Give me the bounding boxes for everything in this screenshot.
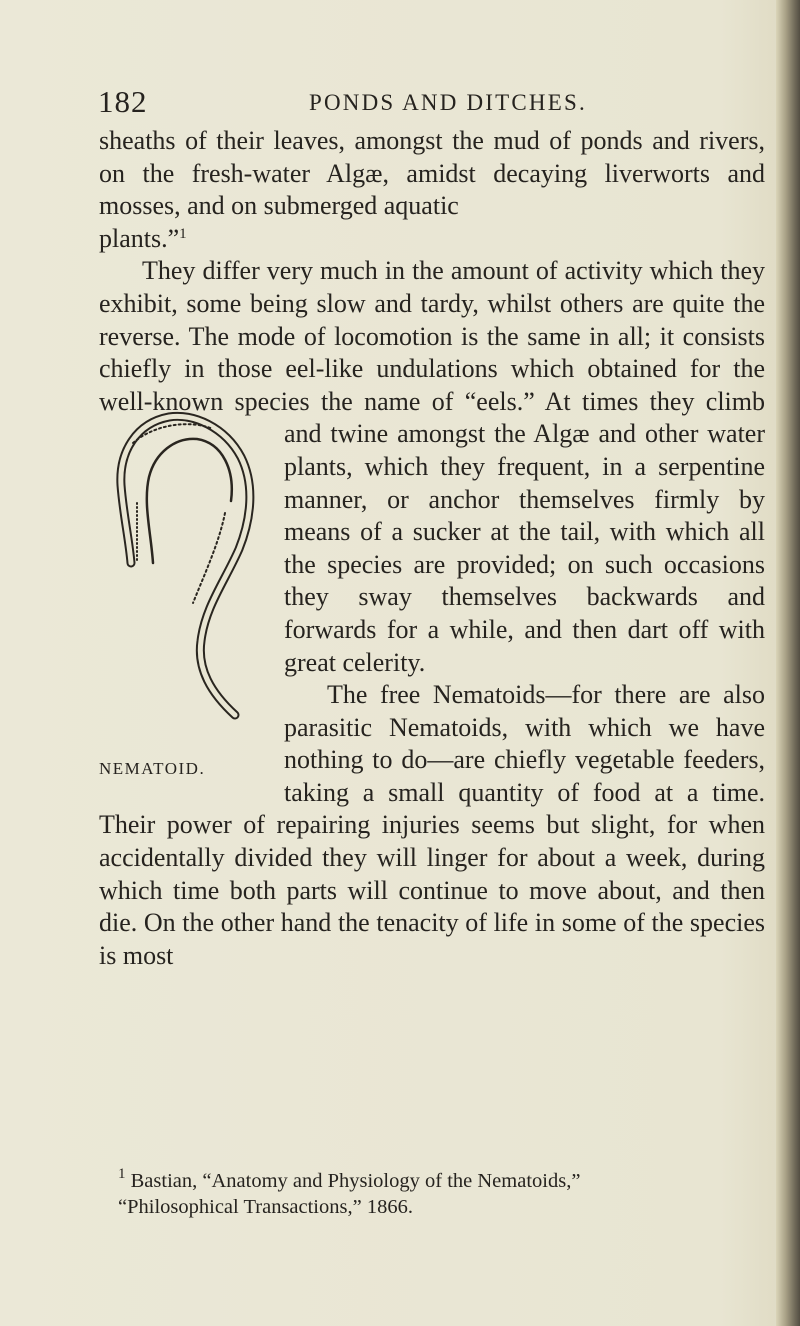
- paragraph-1-line-2: and rivers, on the fresh-water Algæ, amidst decaying: [99, 126, 765, 188]
- footnote-marker: 1: [179, 225, 187, 242]
- paragraph-1-line-3: liverworts and mosses, and on submerged aquatic: [99, 158, 766, 221]
- footnote-citation-2: “Philosophical Transactions,” 1866.: [118, 1196, 413, 1218]
- page-header: [0, 84, 800, 120]
- paragraph-1-line-1: sheaths of their leaves, amongst the mud of ponds: [99, 126, 643, 155]
- footnote-citation-1: Bastian, “Anatomy and Physiology of the Nematoids,”: [130, 1170, 581, 1192]
- paragraph-1-line-4: plants.”: [99, 223, 180, 253]
- footnote-line-1: [118, 1168, 778, 1194]
- paragraph-2-text-a: They differ very much in the amount of activity which they exhibit, some being slow and tardy, whilst others are quite the reverse. The mode of locomotion is the same in all; it consists chiefly in those eel-like undulations which obtained for the well-known species: [99, 256, 765, 416]
- page-number: 182: [98, 84, 148, 119]
- footnote-line-2: [118, 1194, 778, 1220]
- nematoid-illustration: [93, 393, 268, 748]
- paragraph-1: [99, 125, 765, 255]
- figure-caption: NEMATOID.: [99, 758, 206, 778]
- paragraph-2: [99, 255, 765, 778]
- running-title: PONDS AND DITCHES.: [309, 90, 587, 115]
- paragraph-3-text: The free Nematoids—for there are also parasitic Nematoids, with which we have nothing to do—are chiefly vegetable feeders, taking a small quantity of food at a time. Their power of repairing injuries seems but slight, for when accidentally divided they will linger for about a week, during which time both parts will continue to move about, and then die. On the other hand the tenacity of life in some of the species is most: [99, 680, 765, 970]
- footnote: [118, 1168, 778, 1220]
- paragraph-2-text-b: the name of “eels.” At times they climb and twine amongst the Algæ and other water plants, which they frequent, in a serpentine manner, or anchor themselves firmly by means of a sucker at the tail, with which all the species are provided; on such occasions they sway themselves backwards and forwards for a while, and then dart off with great celerity.: [284, 386, 765, 677]
- body-text: [99, 125, 765, 972]
- page-edge-shadow: [776, 0, 800, 1326]
- nematoid-figure: [93, 393, 268, 794]
- footnote-number: 1: [118, 1166, 126, 1182]
